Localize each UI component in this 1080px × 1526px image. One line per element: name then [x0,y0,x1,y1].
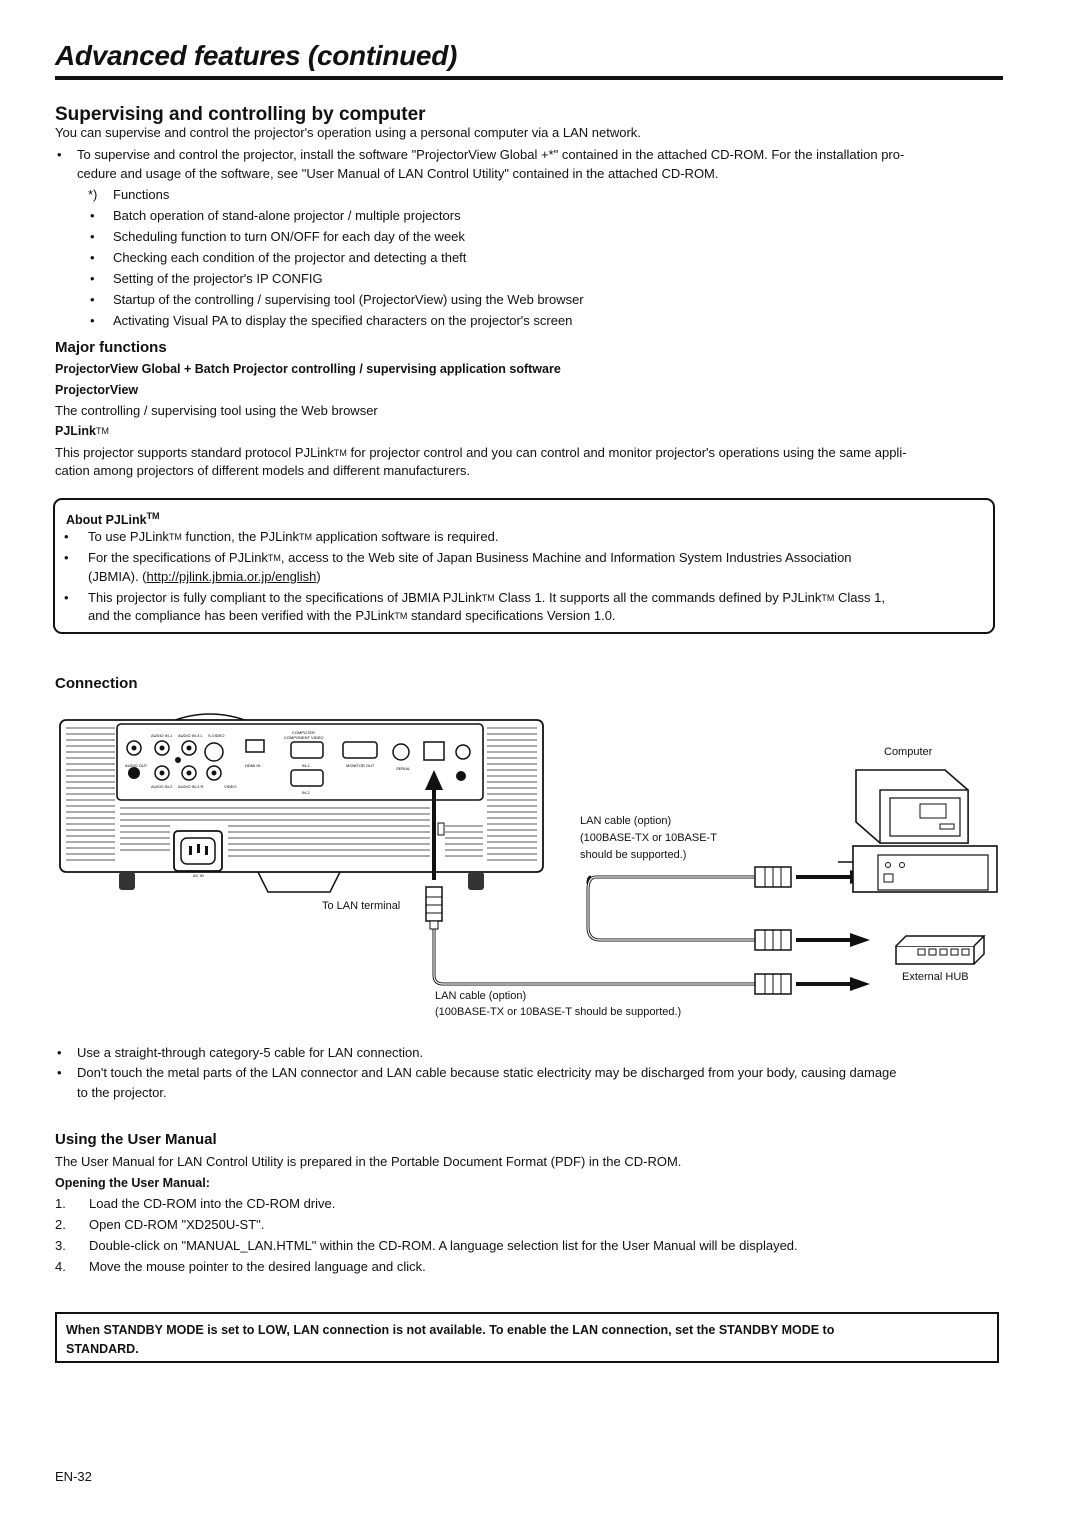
panel-label-audio-in-3-l: AUDIO IN-3 L [178,733,203,738]
about-bullet-1 [88,527,498,547]
step-text: Open CD-ROM "XD250U-ST". [89,1217,265,1232]
page-number: EN-32 [55,1469,92,1484]
major-functions-heading: Major functions [55,339,167,356]
bullet-marker: • [90,208,95,223]
panel-label-audio-in-3-r: AUDIO IN-3 R [178,784,204,789]
about-bullet-3-line-2 [88,606,616,626]
projector-rear-illustration [60,714,543,892]
to-lan-terminal-label: To LAN terminal [322,900,401,912]
function-item: Setting of the projector's IP CONFIG [113,271,323,286]
hub-illustration [896,936,984,964]
lan-plug-computer [755,867,791,887]
panel-label-in-2: IN-2 [302,790,310,795]
trademark-mark: TM [146,511,160,521]
text-span: (JBMIA). ( [88,569,147,584]
text-span: ) [316,569,321,584]
panel-label-monitor-out: MONITOR OUT [346,763,375,768]
trademark-mark: TM [821,593,835,603]
install-instruction-line-2: cedure and usage of the software, see "User Manual of LAN Control Utility" contained in the attached CD-ROM. [77,166,719,181]
step-number: 1. [55,1196,66,1211]
bullet-marker: • [57,1045,62,1060]
text-span: About PJLink [66,513,147,528]
function-item: Checking each condition of the projector and detecting a theft [113,250,467,265]
text-span: application software is required. [312,529,499,544]
panel-label-hdmi-in: HDMI IN [245,763,261,768]
step-text: Double-click on "MANUAL_LAN.HTML" within the CD-ROM. A language selection list for the User Manual will be displayed. [89,1238,798,1253]
function-item: Activating Visual PA to display the specified characters on the projector's screen [113,313,573,328]
text-span: Class 1, [834,590,885,605]
functions-marker: *) [88,187,98,202]
lan-cable-label-top-2: (100BASE-TX or 10BASE-T [580,832,717,844]
pjlink-label-text: PJLink [55,424,96,438]
lan-cable-label-bottom-2: (100BASE-TX or 10BASE-T should be supported.) [435,1006,682,1018]
step-number: 4. [55,1259,66,1274]
text-span: Class 1. It supports all the commands defined by PJLink [494,590,822,605]
trademark-mark: TM [96,426,109,436]
bullet-marker: • [57,147,62,162]
section-heading: Supervising and controlling by computer [55,104,426,125]
bullet-marker: • [64,590,69,605]
text-span: This projector is fully compliant to the specifications of JBMIA PJLink [88,590,482,605]
trademark-mark: TM [299,532,313,542]
step-number: 2. [55,1217,66,1232]
function-item: Startup of the controlling / supervising tool (ProjectorView) using the Web browser [113,292,584,307]
bullet-marker: • [90,292,95,307]
panel-label-audio-in-1: AUDIO IN-1 [151,733,173,738]
trademark-mark: TM [481,593,495,603]
projectorview-label: ProjectorView [55,383,139,397]
bullet-marker: • [90,250,95,265]
lan-cables [434,877,755,984]
panel-label-video: VIDEO [224,784,237,789]
text-span: This projector supports standard protocol PJLink [55,445,334,460]
text-span: For the specifications of PJLink [88,550,268,565]
computer-label: Computer [884,746,933,758]
text-span: To use PJLink [88,529,169,544]
static-warning-line-1: Don't touch the metal parts of the LAN connector and LAN cable because static electricity may be discharged from your body, causing damage [77,1065,897,1080]
about-bullet-2-line-2 [88,567,321,587]
title-rule [55,76,1003,80]
text-span: , access to the Web site of Japan Business Machine and Information System Industries Association [280,550,852,565]
standby-warning-line-1: When STANDBY MODE is set to LOW, LAN connection is not available. To enable the LAN connection, set the STANDBY MODE to [66,1323,835,1337]
panel-label-audio-in-2: AUDIO IN-2 [151,784,173,789]
panel-label-component-video: COMPONENT VIDEO [284,735,324,740]
about-bullet-3-line-1 [88,588,885,608]
step-text: Load the CD-ROM into the CD-ROM drive. [89,1196,336,1211]
trademark-mark: TM [394,611,408,621]
user-manual-heading: Using the User Manual [55,1131,217,1148]
page-title: Advanced features (continued) [55,40,458,71]
panel-label-audio-out: AUDIO OUT [125,763,148,768]
trademark-mark: TM [333,448,347,458]
panel-label-in-1: IN-1 [302,763,310,768]
bullet-marker: • [90,271,95,286]
text-span: and the compliance has been verified with the PJLink [88,608,395,623]
text-span: standard specifications Version 1.0. [407,608,616,623]
about-bullet-2-line-1 [88,548,852,568]
bullet-marker: • [64,529,69,544]
lan-plug-hub-2 [755,974,791,994]
bullet-marker: • [90,313,95,328]
lan-cable-label-bottom-1: LAN cable (option) [435,990,527,1002]
text-span: function, the PJLink [181,529,300,544]
standby-warning-line-2: STANDARD. [66,1342,139,1356]
section-intro: You can supervise and control the projector's operation using a personal computer via a LAN network. [55,125,641,140]
pjlink-description-line-1 [55,443,907,463]
panel-label-ac-in: AC IN [193,873,204,878]
function-item: Scheduling function to turn ON/OFF for each day of the week [113,229,465,244]
bullet-marker: • [64,550,69,565]
pjlink-description-line-2: cation among projectors of different models and different manufacturers. [55,463,471,478]
pjlink-label [55,421,109,441]
functions-label: Functions [113,187,170,202]
bullet-marker: • [90,229,95,244]
external-hub-label: External HUB [902,971,969,983]
software-name: ProjectorView Global + Batch Projector controlling / supervising application software [55,362,561,376]
opening-manual-label: Opening the User Manual: [55,1176,210,1190]
connection-heading: Connection [55,675,138,692]
function-item: Batch operation of stand-alone projector / multiple projectors [113,208,461,223]
trademark-mark: TM [267,553,281,563]
user-manual-intro: The User Manual for LAN Control Utility is prepared in the Portable Document Format (PDF) in the CD-ROM. [55,1154,682,1169]
computer-illustration [838,770,997,892]
lan-cable-label-top-3: should be supported.) [580,849,687,861]
trademark-mark: TM [168,532,182,542]
text-span: for projector control and you can control and monitor projector's operations using the same appli- [346,445,907,460]
projectorview-description: The controlling / supervising tool using the Web browser [55,403,378,418]
jbmia-link[interactable]: http://pjlink.jbmia.or.jp/english [146,569,317,584]
step-number: 3. [55,1238,66,1253]
cable-note: Use a straight-through category-5 cable for LAN connection. [77,1045,424,1060]
step-text: Move the mouse pointer to the desired language and click. [89,1259,426,1274]
static-warning-line-2: to the projector. [77,1085,167,1100]
panel-label-serial: SERIAL [396,766,411,771]
bullet-marker: • [57,1065,62,1080]
panel-label-computer: COMPUTER [292,730,315,735]
lan-plug-projector [426,887,442,929]
panel-label-s-video: S-VIDEO [208,733,225,738]
install-instruction-line-1: To supervise and control the projector, install the software "ProjectorView Global +*" contained in the attached CD-ROM. For the installation pro- [77,147,905,162]
lan-cable-label-top-1: LAN cable (option) [580,815,672,827]
lan-plug-hub-1 [755,930,791,950]
